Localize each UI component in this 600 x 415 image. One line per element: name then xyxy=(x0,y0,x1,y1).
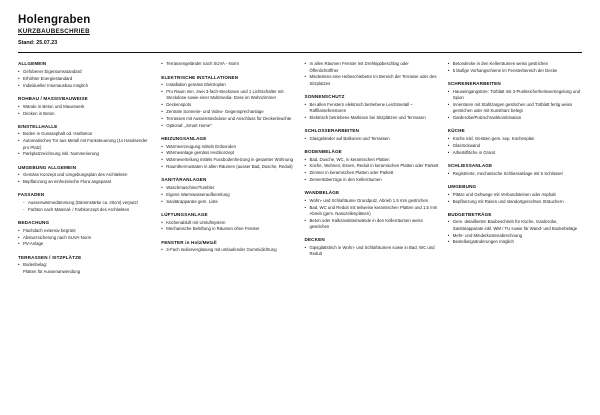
section-sanitaeranlagen xyxy=(161,177,295,205)
section-schlosserarbeiten xyxy=(305,128,439,142)
section-items xyxy=(448,192,582,205)
list-item: - Farbton nach Material- / Farbkonzept des Architekten xyxy=(18,207,152,213)
list-item: • Wärmeverteilung mittels Fussbodenheizung in gesamter Wohnung xyxy=(161,157,295,163)
section-elektrische-installationen xyxy=(161,75,295,129)
section-items xyxy=(305,245,439,257)
list-item: • Zementüberzüge in den Kellerräumen xyxy=(305,177,439,183)
list-item: • In allen Räumen Fenster mit Drehkippbeschlag oder Öffenlichtöffner xyxy=(305,61,439,73)
list-item: • Decken in Beton xyxy=(18,111,152,117)
section-title: TERRASSEN / SITZPLÄTZE xyxy=(18,254,82,260)
section-items xyxy=(305,136,439,142)
header-divider xyxy=(18,52,582,53)
list-item: • Bodenbelag: xyxy=(18,262,152,268)
list-item: • Glasgeländer auf Balkonen und Terrassen xyxy=(305,136,439,142)
section-items xyxy=(18,262,152,275)
section-schreinerarbeiten xyxy=(448,81,582,121)
section-bedachung xyxy=(18,220,152,248)
list-item: • Optional: „Smart Home" xyxy=(161,123,295,129)
section-title: FENSTER in Holz/Metall xyxy=(161,239,217,245)
section-title: FASSADEN xyxy=(18,192,45,198)
list-item: • Bad, WC und Reduit mit teilweise keramischen Platten und 1.5 mm Abrieb (gem. Nasszellenplänen) xyxy=(305,205,439,217)
list-item: • Mechanische Belüftung in Räumen ohne Fenster xyxy=(161,226,295,232)
section-items xyxy=(18,131,152,157)
section-items xyxy=(305,61,439,86)
list-item: • Küche inkl. Geräten gem. sep. Küchenplan xyxy=(448,136,582,142)
section-sonnenschutz xyxy=(305,94,439,121)
section-items xyxy=(305,102,439,121)
section-title: UMGEBUNG xyxy=(447,183,477,189)
list-item: • Glasrückwand xyxy=(448,143,582,149)
list-item: • Wohn- und Schlafräume Grundputz, Abrieb 1.5 mm gestrichen xyxy=(305,198,439,204)
section-items xyxy=(18,69,152,89)
list-item: • Wände in Beton und Mauerwerk xyxy=(18,104,152,110)
section-wandbelaege xyxy=(305,190,439,230)
list-item: • Sanitärapparate gem. Liste xyxy=(161,199,295,205)
section-title: KÜCHE xyxy=(447,128,465,134)
list-item: • Raumthermostaten in allen Räumen (ausser Bad, Dusche, Reduit) xyxy=(161,164,295,170)
list-item: • Boden in Gussasphalt od. Hartbeton xyxy=(18,131,152,137)
list-item: • Beton oder Kalkzandsteinwände in den Kellerräumen weiss gestrichen xyxy=(305,218,439,230)
section-items xyxy=(18,172,152,185)
section-title: SANITÄRANLAGEN xyxy=(161,177,207,183)
section-bodenbelaege xyxy=(305,149,439,183)
content-columns xyxy=(18,61,582,282)
section-decken xyxy=(305,237,439,257)
list-item: Platten für Aussenanwendung xyxy=(23,269,81,275)
section-title: SCHREINERARBEITEN xyxy=(447,81,501,87)
list-item: • Gem. detaillierten Baubeschrieb für Küche, Garderobe, Sanitärapparate inkl. WM / TU sowie für Wand- und Bodenbeläge xyxy=(448,219,582,231)
column-1 xyxy=(18,61,152,282)
section-items xyxy=(448,89,582,121)
section-title: EINSTELLHALLE xyxy=(18,123,58,129)
list-item: • Plätze und Gehwege mit Verbundsteinen oder Asphalt xyxy=(448,192,582,198)
section-items xyxy=(161,144,295,171)
list-item: • Bepflanzung mit Rasen und standortgerechten Sträuchern xyxy=(448,199,582,205)
document-date: Stand: 25.07.23 xyxy=(18,40,58,47)
list-item: • Individueller Innenausbau möglich xyxy=(18,83,152,89)
section-continuation-decken xyxy=(448,61,582,74)
list-item: • Parkplatzzeichnung inkl. Nummerierung xyxy=(18,151,152,157)
page-subtitle: KURZBAUBESCHRIEB xyxy=(18,27,90,35)
page-title: Holengraben xyxy=(18,14,91,26)
section-umgebung xyxy=(448,184,582,205)
section-lueftungsanlage xyxy=(161,212,295,233)
list-item: • Mindestens eine Hebeschiebetür im Bereich der Terrasse oder des Sitzplatzes xyxy=(305,74,439,86)
section-items xyxy=(161,220,295,233)
list-item: • Eigene Warmwasseraufbereitung xyxy=(161,192,295,198)
section-title: ROHBAU / MASSIVBAUWEISE xyxy=(18,95,88,101)
section-items xyxy=(18,228,152,248)
section-title: BEDACHUNG xyxy=(18,220,50,226)
list-item: • PV-Anlage xyxy=(18,241,152,247)
list-item: • Absturzsicherung nach SUVA-Norm xyxy=(18,235,152,241)
section-title: SONNENSCHUTZ xyxy=(304,93,345,99)
section-items xyxy=(448,61,582,74)
section-umgebung-allgemein xyxy=(18,165,152,186)
list-item: • Automatisches Tor aus Metall mit Funksteuerung (1x Handsender pro Platz) xyxy=(18,138,152,150)
section-continuation-fenster xyxy=(305,61,439,86)
list-item: • 5 läufige Vorhangschiene im Fensterbereich der Decke xyxy=(448,68,582,74)
list-item: • Pro Raum min. zwei 3-fach-Steckosen und 1 Lichtschalter mit Steckdose sowie einer Multimedia- Dose im Wohnzimmer xyxy=(161,89,295,101)
section-items xyxy=(161,61,295,67)
column-2 xyxy=(161,61,295,260)
section-einstellhalle xyxy=(18,124,152,158)
list-item: • Registrierte, mechanische Schliessanlage mit 5 Schlüssel xyxy=(448,171,582,177)
list-item: • Deckenspots xyxy=(161,102,295,108)
list-item: • Wärmeanlage gemäss Heizkonzept xyxy=(161,150,295,156)
section-title: LÜFTUNGSANLAGE xyxy=(161,211,208,217)
list-item: • Elektrisch betriebene Markisen bei Sitzplätzen und Terrassen xyxy=(305,115,439,121)
list-item: • Arbeitsfläche in Granit xyxy=(448,150,582,156)
section-title: BUDGETBETRÄGE xyxy=(447,211,492,217)
section-fassaden xyxy=(18,192,152,213)
list-item: • Bei allen Fenstern elektrisch betriebene Leichtmetall –Raffilamellenstoren xyxy=(305,102,439,114)
list-item: • Wärmeerzeugung mittels Erdsonden xyxy=(161,144,295,150)
list-item: • Flachdach extensiv begrünt xyxy=(18,228,152,234)
list-item: • Küche, Wohnen, Essen, Reduit in keramischen Platten oder Parkett xyxy=(305,163,439,169)
list-item: • Erhöhter Energiestandard xyxy=(18,76,152,82)
section-fenster xyxy=(161,240,295,254)
section-items xyxy=(161,185,295,205)
list-item: • Garderobe/Putzschrankkombination xyxy=(448,115,582,121)
section-title: UMGEBUNG ALLGEMEIN xyxy=(18,164,77,170)
section-kueche xyxy=(448,128,582,156)
section-title: DECKEN xyxy=(304,237,325,243)
section-title: WANDBELÄGE xyxy=(304,190,340,196)
section-items xyxy=(305,157,439,184)
section-allgemein xyxy=(18,61,152,89)
section-items xyxy=(448,171,582,177)
list-item: • Gemäss Konzept und Umgebungsplan des Architekten xyxy=(18,172,152,178)
list-item: - Aussenwärmedämmung (Dämmstärke ca. 20cm) verputzt xyxy=(18,200,152,206)
section-continuation-terrassen xyxy=(161,61,295,67)
section-budgetbetraege xyxy=(448,212,582,246)
column-3 xyxy=(305,61,439,264)
list-item: • Mehr- und Minderkostenabrechnung xyxy=(448,233,582,239)
column-4 xyxy=(448,61,582,252)
section-items xyxy=(18,104,152,117)
section-terrassen-sitzplaetze xyxy=(18,255,152,276)
list-item: • Installation gemäss Elektroplan xyxy=(161,82,295,88)
section-schliessanlage xyxy=(448,163,582,177)
section-heizungsanlage xyxy=(161,136,295,170)
section-title: ALLGEMEIN xyxy=(18,61,47,67)
section-items xyxy=(18,200,152,213)
section-items xyxy=(161,247,295,253)
list-item: • Bepflanzung an einheimische Flora angepasst xyxy=(18,179,152,185)
section-title: ELEKTRISCHE INSTALLATIONEN xyxy=(161,74,239,80)
list-item: • Zentrale Sonnerie- und Video- Gegensprechanlage xyxy=(161,109,295,115)
section-title: HEIZUNGSANLAGE xyxy=(161,135,207,141)
section-title: SCHLIESSANLAGE xyxy=(447,163,493,169)
list-item: • Bestellungsänderungen möglich xyxy=(448,239,582,245)
section-title: BODENBELÄGE xyxy=(304,148,342,154)
list-item: • Innentüren mit Stahlzargen gestrichen und Türblatt fertig weiss gestrichen oder mit Kunstharz belegt xyxy=(448,102,582,114)
section-rohbau xyxy=(18,96,152,117)
list-item: • Zimmer in keramischen Platten oder Parkett xyxy=(305,170,439,176)
list-item: • Gipsglattstrich in Wohn- und Schlafräumen sowie in Bad, WC und Reduit xyxy=(305,245,439,257)
list-item: • Terrassen mit Aussensteckdose und Anschluss für Deckenleuchte xyxy=(161,116,295,122)
list-item: • Waschmaschine/Tumbler xyxy=(161,185,295,191)
list-item: • Gefobener Eigentumsstandard xyxy=(18,69,152,75)
list-item: • Bad, Dusche, WC, in keramischen Platten xyxy=(305,157,439,163)
list-item: • Küchenabluft mit Umluftsystem xyxy=(161,220,295,226)
list-item: • Betondecke in den Kellerräumen weiss gestrichen xyxy=(448,61,582,67)
section-items xyxy=(305,198,439,230)
list-item: • Terrassengeländer nach SUVA - Norm xyxy=(161,61,295,67)
section-title: SCHLOSSERARBEITEN xyxy=(304,127,360,133)
list-item: • 3-Fach Isolierverglasung mit umlaufender Gummidichtung xyxy=(161,247,295,253)
section-items xyxy=(448,136,582,156)
section-items xyxy=(161,82,295,129)
list-item: • Hauseingangstüre: Türblatt mit 3-Punktsicherheitsverriegelung und Spion xyxy=(448,89,582,101)
section-items xyxy=(448,219,582,245)
